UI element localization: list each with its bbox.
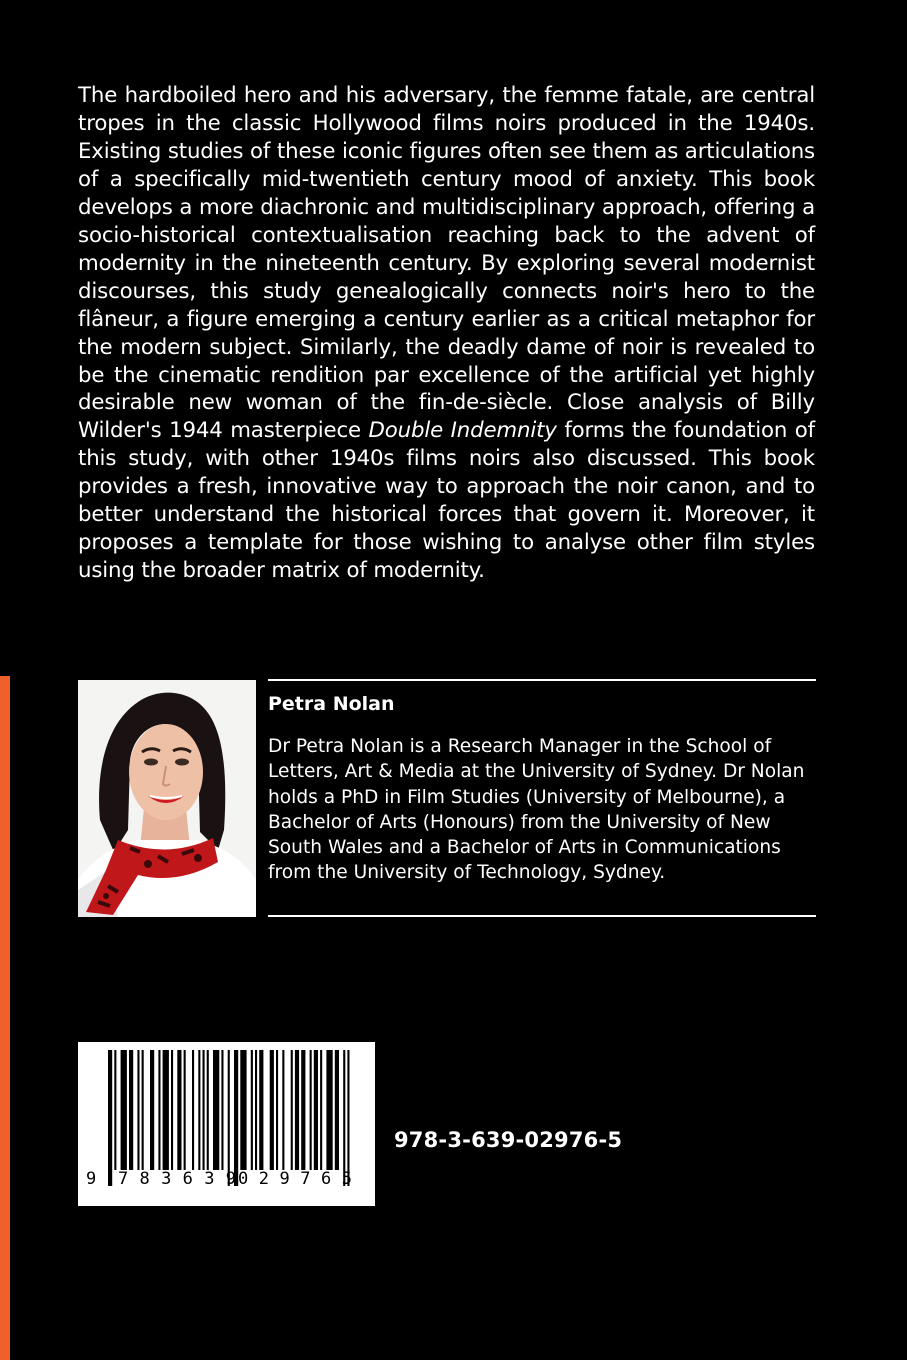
barcode-bar: [207, 1050, 209, 1170]
barcode-bar: [282, 1050, 284, 1170]
barcode-bar: [142, 1050, 144, 1170]
film-title: Double Indemnity: [368, 418, 557, 444]
barcode-bar: [137, 1050, 139, 1170]
orange-spine-bar: [0, 676, 10, 1360]
barcode-bar: [276, 1050, 278, 1170]
isbn-number: 978-3-639-02976-5: [394, 1128, 623, 1152]
barcode-bar: [240, 1050, 246, 1170]
blurb-text-part1: The hardboiled hero and his adversary, the femme fatale, are central tropes in the classic Hollywood films noirs produced in the 1940s. Existing studies of these iconic figures often see them as articulations of a specifically mid-twentieth century mood of anxiety. This book develops a more diachronic and multidisciplinary approach, offering a socio-historical contextualisation reaching back to the advent of modernity in the nineteenth century. By exploring several modernist discourses, this study genealogically connects noir's hero to the flâneur, a figure emerging a century earlier as a critical metaphor for the modern subject. Similarly, the deadly dame of noir is revealed to be the cinematic rendition par excellence of the artificial yet highly desirable new woman of the fin-de-siècle. Close analysis of Billy Wilder's 1944 masterpiece: [78, 83, 815, 444]
barcode-bar: [291, 1050, 293, 1170]
author-name: Petra Nolan: [268, 693, 395, 715]
barcode-bar: [347, 1050, 349, 1186]
barcode-bar: [184, 1050, 186, 1170]
barcode-bar: [213, 1050, 219, 1170]
barcode-bar: [158, 1050, 160, 1170]
barcode-bar: [198, 1050, 200, 1170]
barcode-bar: [343, 1050, 345, 1186]
barcode-bar: [177, 1050, 181, 1170]
barcode-bar: [310, 1050, 312, 1170]
barcode-bar: [234, 1050, 238, 1186]
barcode-bar: [270, 1050, 274, 1170]
barcode-bar: [129, 1050, 133, 1170]
barcode-lead-digit: 9: [86, 1169, 97, 1189]
barcode-bar: [255, 1050, 257, 1170]
barcode-bar: [251, 1050, 253, 1170]
author-bio: Dr Petra Nolan is a Research Manager in the School of Letters, Art & Media at the University of Sydney. Dr Nolan holds a PhD in Film Studies (University of Melbourne), a Bachelor of Arts (Honours) from the University of New South Wales and a Bachelor of Arts in Communications from the University of Technology, Sydney.: [268, 736, 805, 884]
blurb-text-part2: forms the foundation of this study, with other 1940s films noirs also discussed. This book provides a fresh, innovative way to approach the noir canon, and to better understand the historical forces that govern it. Moreover, it proposes a template for those wishing to analyse other film styles using the broader matrix of modernity.: [78, 418, 816, 584]
barcode-digits-left: 783639: [118, 1169, 236, 1189]
barcode-bar: [114, 1050, 116, 1170]
barcode-bar: [108, 1050, 112, 1186]
author-top-divider: [268, 679, 816, 681]
barcode-bar: [163, 1050, 169, 1170]
barcode-bar: [326, 1050, 332, 1170]
barcode-bar: [221, 1050, 223, 1170]
barcode-bar: [203, 1050, 205, 1170]
barcode-bar: [314, 1050, 318, 1170]
barcode-bar: [335, 1050, 339, 1170]
barcode-bar: [301, 1050, 305, 1170]
barcode-bar: [320, 1050, 322, 1170]
barcode-bar: [150, 1050, 154, 1170]
barcode-bar: [171, 1050, 173, 1170]
barcode-digits-right: 029765: [238, 1169, 352, 1189]
barcode-bar: [295, 1050, 299, 1170]
isbn-barcode: [78, 1042, 375, 1206]
back-cover-blurb: [78, 82, 815, 585]
barcode-bar: [121, 1050, 127, 1170]
author-bottom-divider: [268, 915, 816, 917]
barcode-bar: [228, 1050, 230, 1186]
author-photo: [78, 680, 256, 917]
barcode-bar: [259, 1050, 263, 1170]
barcode-bar: [192, 1050, 194, 1170]
